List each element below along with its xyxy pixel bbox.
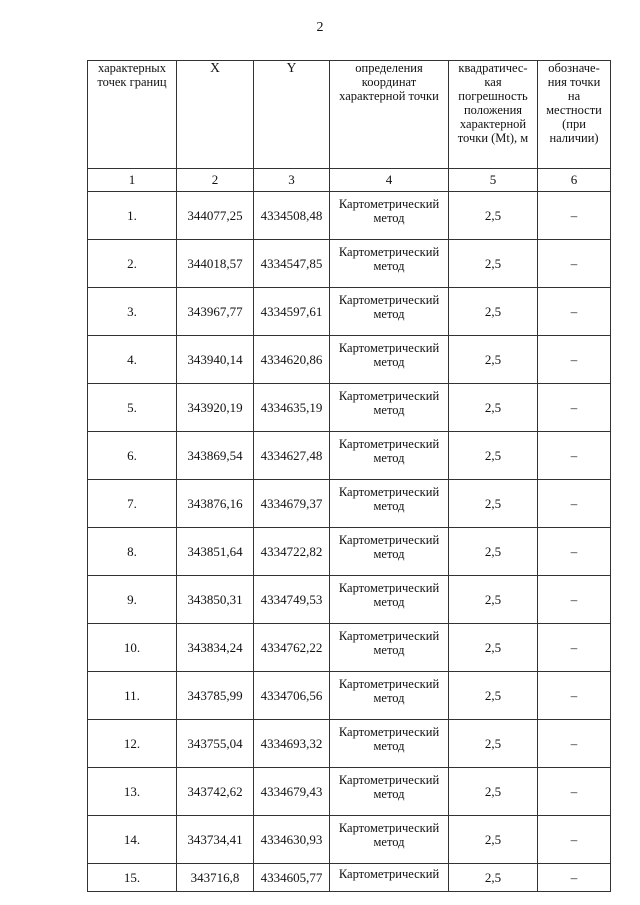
marking: – [538, 192, 611, 240]
method: Картометрический метод [330, 720, 449, 768]
coord-y: 4334508,48 [254, 192, 330, 240]
point-number: 1. [88, 192, 177, 240]
accuracy: 2,5 [449, 816, 538, 864]
header-point-number: характерных точек границ [88, 61, 177, 169]
point-number: 4. [88, 336, 177, 384]
point-number: 15. [88, 864, 177, 892]
accuracy: 2,5 [449, 720, 538, 768]
header-x: X [177, 61, 254, 169]
marking: – [538, 528, 611, 576]
accuracy: 2,5 [449, 480, 538, 528]
column-number: 6 [538, 169, 611, 192]
accuracy: 2,5 [449, 288, 538, 336]
coord-x: 343967,77 [177, 288, 254, 336]
coord-y: 4334722,82 [254, 528, 330, 576]
coord-y: 4334547,85 [254, 240, 330, 288]
method: Картометрический метод [330, 480, 449, 528]
method: Картометрический метод [330, 816, 449, 864]
marking: – [538, 288, 611, 336]
header-y: Y [254, 61, 330, 169]
table-row [88, 624, 611, 672]
table-row [88, 672, 611, 720]
table-row [88, 336, 611, 384]
table-row [88, 240, 611, 288]
table-row [88, 720, 611, 768]
coord-y: 4334749,53 [254, 576, 330, 624]
point-number: 10. [88, 624, 177, 672]
method: Картометрический метод [330, 432, 449, 480]
header-accuracy: квадратичес-кая погрешность положения характерной точки (Mt), м [449, 61, 538, 169]
marking: – [538, 720, 611, 768]
table-row [88, 432, 611, 480]
method: Картометрический метод [330, 384, 449, 432]
table-row [88, 576, 611, 624]
coord-x: 343755,04 [177, 720, 254, 768]
accuracy: 2,5 [449, 864, 538, 892]
point-number: 12. [88, 720, 177, 768]
coord-x: 344077,25 [177, 192, 254, 240]
marking: – [538, 480, 611, 528]
accuracy: 2,5 [449, 624, 538, 672]
coord-y: 4334630,93 [254, 816, 330, 864]
method: Картометрический метод [330, 672, 449, 720]
table-row [88, 288, 611, 336]
column-number: 4 [330, 169, 449, 192]
point-number: 13. [88, 768, 177, 816]
accuracy: 2,5 [449, 768, 538, 816]
coord-x: 343734,41 [177, 816, 254, 864]
point-number: 9. [88, 576, 177, 624]
marking: – [538, 768, 611, 816]
marking: – [538, 816, 611, 864]
accuracy: 2,5 [449, 432, 538, 480]
method: Картометрический метод [330, 336, 449, 384]
table-row [88, 864, 611, 892]
header-method: определения координат характерной точки [330, 61, 449, 169]
accuracy: 2,5 [449, 192, 538, 240]
point-number: 6. [88, 432, 177, 480]
table-row [88, 480, 611, 528]
point-number: 5. [88, 384, 177, 432]
page-number: 2 [316, 20, 324, 35]
coord-x: 343850,31 [177, 576, 254, 624]
coord-x: 343742,62 [177, 768, 254, 816]
point-number: 8. [88, 528, 177, 576]
marking: – [538, 672, 611, 720]
method: Картометрический метод [330, 576, 449, 624]
point-number: 7. [88, 480, 177, 528]
coord-x: 343834,24 [177, 624, 254, 672]
accuracy: 2,5 [449, 336, 538, 384]
marking: – [538, 240, 611, 288]
coord-x: 343869,54 [177, 432, 254, 480]
coord-y: 4334605,77 [254, 864, 330, 892]
accuracy: 2,5 [449, 384, 538, 432]
point-number: 2. [88, 240, 177, 288]
column-number: 3 [254, 169, 330, 192]
coord-y: 4334597,61 [254, 288, 330, 336]
method: Картометрический [330, 864, 449, 892]
marking: – [538, 864, 611, 892]
table-row [88, 768, 611, 816]
point-number: 11. [88, 672, 177, 720]
marking: – [538, 624, 611, 672]
coord-y: 4334620,86 [254, 336, 330, 384]
boundary-points-table [87, 60, 611, 892]
table-row [88, 384, 611, 432]
method: Картометрический метод [330, 624, 449, 672]
coord-x: 343920,19 [177, 384, 254, 432]
coord-x: 343851,64 [177, 528, 254, 576]
marking: – [538, 384, 611, 432]
method: Картометрический метод [330, 192, 449, 240]
coord-y: 4334679,43 [254, 768, 330, 816]
accuracy: 2,5 [449, 240, 538, 288]
coord-y: 4334762,22 [254, 624, 330, 672]
accuracy: 2,5 [449, 672, 538, 720]
coord-y: 4334679,37 [254, 480, 330, 528]
marking: – [538, 336, 611, 384]
method: Картометрический метод [330, 240, 449, 288]
table-row [88, 816, 611, 864]
coord-y: 4334706,56 [254, 672, 330, 720]
point-number: 14. [88, 816, 177, 864]
table-header-row [88, 61, 611, 169]
coord-y: 4334635,19 [254, 384, 330, 432]
coord-x: 343716,8 [177, 864, 254, 892]
column-number: 1 [88, 169, 177, 192]
marking: – [538, 576, 611, 624]
method: Картометрический метод [330, 528, 449, 576]
table-row [88, 192, 611, 240]
coord-y: 4334627,48 [254, 432, 330, 480]
accuracy: 2,5 [449, 528, 538, 576]
point-number: 3. [88, 288, 177, 336]
table-row [88, 528, 611, 576]
header-marking: обозначе-ния точки на местности (при наличии) [538, 61, 611, 169]
coord-x: 343876,16 [177, 480, 254, 528]
coord-x: 344018,57 [177, 240, 254, 288]
method: Картометрический метод [330, 768, 449, 816]
column-number: 5 [449, 169, 538, 192]
coord-y: 4334693,32 [254, 720, 330, 768]
coord-x: 343940,14 [177, 336, 254, 384]
coord-x: 343785,99 [177, 672, 254, 720]
accuracy: 2,5 [449, 576, 538, 624]
column-numbers-row [88, 169, 611, 192]
method: Картометрический метод [330, 288, 449, 336]
column-number: 2 [177, 169, 254, 192]
marking: – [538, 432, 611, 480]
